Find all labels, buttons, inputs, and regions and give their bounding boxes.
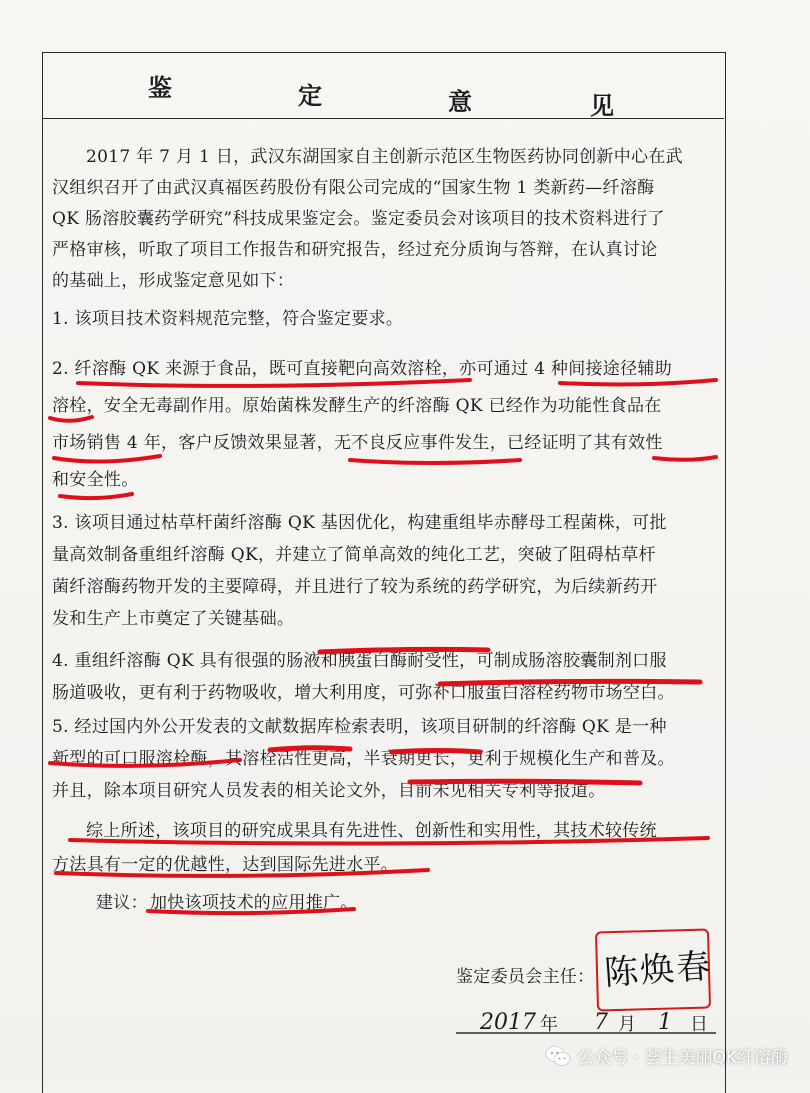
header-char-4: 见	[590, 91, 616, 120]
header-char-3: 意	[448, 87, 474, 116]
chair-label: 鉴定委员会主任：	[456, 967, 595, 987]
item-1: 1. 该项目技术资料规范完整，符合鉴定要求。	[52, 309, 404, 329]
item-2-line-4: 和安全性。	[52, 470, 139, 490]
summary-line-2: 方法具有一定的优越性，达到国际先进水平。	[52, 855, 398, 875]
watermark	[545, 1043, 788, 1068]
item-2-line-3: 市场销售 4 年，客户反馈效果显著，无不良反应事件发生，已经证明了其有效性	[52, 433, 663, 453]
header-row	[42, 52, 724, 119]
intro-line-3: QK 肠溶胶囊药学研究”科技成果鉴定会。鉴定委员会对该项目的技术资料进行了	[52, 209, 665, 229]
date-day-unit: 日	[690, 1014, 708, 1035]
suggestion-text: 加快该项技术的应用推广。	[150, 893, 358, 913]
item-4-line-1: 4. 重组纤溶酶 QK 具有很强的肠液和胰蛋白酶耐受性，可制成肠溶胶囊制剂口服	[52, 651, 667, 671]
item-4-line-2: 肠道吸收，更有利于药物吸收，增大利用度，可弥补口服蛋白溶栓药物市场空白。	[52, 683, 675, 703]
item-5-line-2: 新型的可口服溶栓酶，其溶栓活性更高，半衰期更长，更利于规模化生产和普及。	[52, 749, 675, 769]
header-char-1: 鉴	[148, 73, 174, 102]
suggestion-label: 建议：	[96, 893, 148, 913]
item-3-line-3: 菌纤溶酶药物开发的主要障碍，并且进行了较为系统的药学研究，为后续新药开	[52, 577, 658, 597]
watermark-text: 公众号 · 荟生美丽QK纤溶酶	[577, 1048, 788, 1068]
item-3-line-2: 量高效制备重组纤溶酶 QK，并建立了简单高效的纯化工艺，突破了阻碍枯草杆	[52, 545, 656, 565]
header-char-2: 定	[298, 81, 324, 110]
item-3-line-1: 3. 该项目通过枯草杆菌纤溶酶 QK 基因优化，构建重组毕赤酵母工程菌株，可批	[52, 513, 667, 533]
item-2-line-2: 溶栓，安全无毒副作用。原始菌株发酵生产的纤溶酶 QK 已经作为功能性食品在	[52, 396, 662, 416]
item-5-line-3: 并且，除本项目研究人员发表的相关论文外，目前未见相关专利等报道。	[52, 781, 606, 801]
signature: 陈焕春	[602, 946, 714, 994]
intro-line-1: 2017 年 7 月 1 日，武汉东湖国家自主创新示范区生物医药协同创新中心在武	[86, 147, 683, 167]
date-month-unit: 月	[618, 1014, 636, 1035]
item-3-line-4: 发和生产上市奠定了关键基础。	[52, 609, 295, 629]
summary-line-1: 综上所述，该项目的研究成果具有先进性、创新性和实用性，其技术较传统	[86, 821, 657, 841]
intro-line-2: 汉组织召开了由武汉真福医药股份有限公司完成的“国家生物 1 类新药—纤溶酶	[52, 178, 655, 198]
item-2-line-1: 2. 纤溶酶 QK 来源于食品，既可直接靶向高效溶栓，亦可通过 4 种间接途径辅助	[52, 359, 672, 379]
date-month: 7	[594, 1010, 608, 1035]
date-year: 2017	[480, 1010, 536, 1035]
date-year-unit: 年	[540, 1014, 558, 1035]
date-day: 1	[658, 1010, 672, 1035]
intro-line-5: 的基础上，形成鉴定意见如下：	[52, 271, 295, 291]
intro-line-4: 严格审核，听取了项目工作报告和研究报告，经过充分质询与答辩，在认真讨论	[52, 240, 658, 260]
item-5-line-1: 5. 经过国内外公开发表的文献数据库检索表明，该项目研制的纤溶酶 QK 是一种	[52, 717, 667, 737]
wechat-icon	[545, 1045, 571, 1067]
